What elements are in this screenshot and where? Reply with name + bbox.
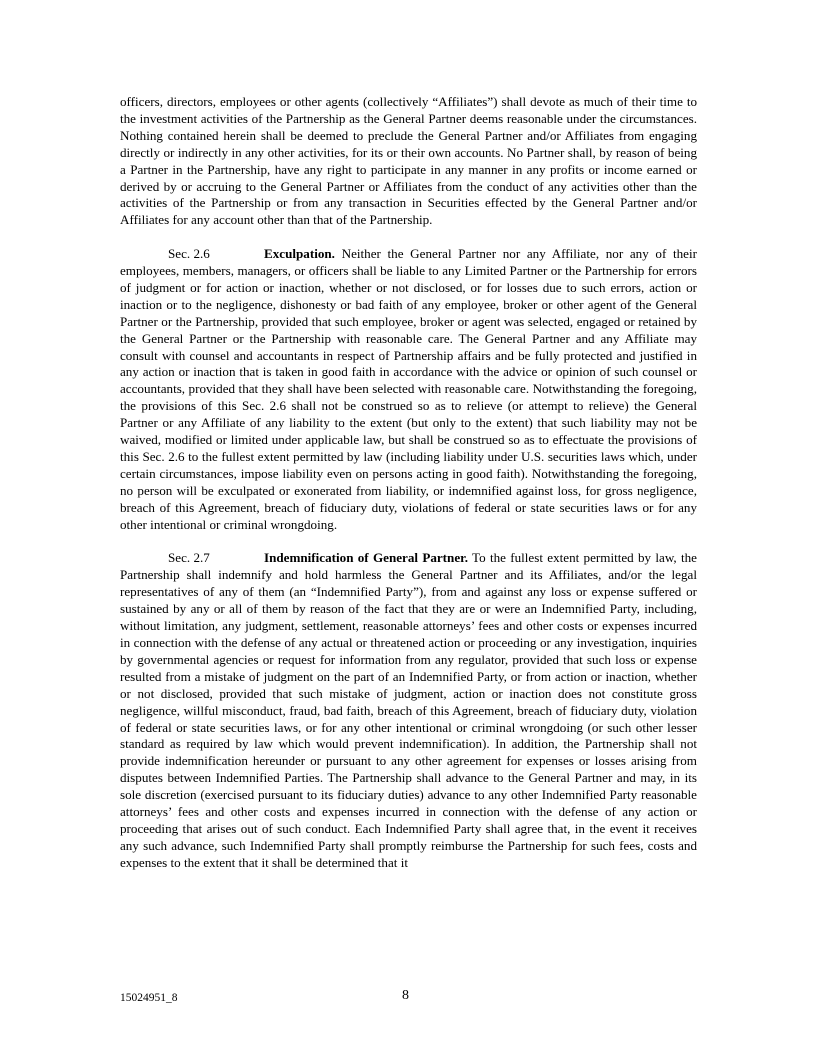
section-body: Neither the General Partner nor any Affiliate, nor any of their employees, members, managers, or officers shall be liable to any Limited Partner or the Partnership for errors of judgment or for action or inaction, whether or not disclosed, or for losses due to such errors, action or inaction or to the negligence, dishonesty or bad faith of any employee, broker or other agent of the General Partner or the Partnership, provided that such employee, broker or agent was selected, engaged or retained by the General Partner or the Partnership with reasonable care. The General Partner and any Affiliate may consult with counsel and accountants in respect of Partnership affairs and be fully protected and justified in any action or inaction that is taken in good faith in accordance with the advice or opinion of such counsel or accountants, provided that they shall have been selected with reasonable care. Notwithstanding the foregoing, the provisions of this Sec. 2.6 shall not be construed so as to relieve (or attempt to relieve) the General Partner or any Affiliate of any liability to the extent (but only to the extent) that such liability may not be waived, modified or limited under applicable law, but shall be construed so as to effectuate the provisions of this Sec. 2.6 to the fullest extent permitted by law (including liability under U.S. securities laws which, under certain circumstances, impose liability even on persons acting in good faith). Notwithstanding the foregoing, no person will be exculpated or exonerated from liability, or indemnified against loss, for gross negligence, breach of this Agreement, breach of fiduciary duty, violations of federal or state securities laws or for any other intentional or criminal wrongdoing. — [120, 246, 697, 532]
paragraph-intro: officers, directors, employees or other agents (collectively “Affiliates”) shall devote as much of their time to the investment activities of the Partnership as the General Partner deems reasonable under the circumstances. Nothing contained herein shall be deemed to preclude the General Partner and/or Affiliates from engaging directly or indirectly in any other activities, for its or their own accounts. No Partner shall, by reason of being a Partner in the Partnership, have any right to participate in any manner in any profits or income earned or derived by or accruing to the General Partner or Affiliates from the conduct of any activities other than the activities of the Partnership or from any transaction in Securities effected by the General Partner and/or Affiliates for any account other than that of the Partnership. — [120, 94, 697, 228]
footer-doc-id: 15024951_8 — [120, 992, 178, 1004]
section-title: Exculpation. — [264, 246, 335, 262]
section-2-7 — [120, 550, 697, 871]
section-2-6 — [120, 246, 697, 533]
section-title: Indemnification of General Partner. — [264, 550, 469, 566]
section-body: To the fullest extent permitted by law, the Partnership shall indemnify and hold harmless the General Partner and its Affiliates, and/or the legal representatives of any of them (an “Indemnified Party”), from and against any loss or expense suffered or sustained by any or all of them by reason of the fact that they are or were an Indemnified Party, including, without limitation, any judgment, settlement, reasonable attorneys’ fees and other costs or expenses incurred in connection with the defense of any actual or threatened action or proceeding or any investigation, inquiries by governmental agencies or request for information from any regulator, provided that such loss or expense resulted from a mistake of judgment on the part of an Indemnified Party, or from action or inaction, whether or not disclosed, provided that such mistake of judgment, action or inaction does not constitute gross negligence, willful misconduct, fraud, bad faith, breach of this Agreement, breach of fiduciary duty, violation of federal or state securities laws, or for any other intentional or criminal wrongdoing (or such other lesser standard as required by law which would prevent indemnification). In addition, the Partnership shall not provide indemnification hereunder or pursuant to any other agreement for expenses or losses arising from disputes between Indemnified Parties. The Partnership shall advance to the General Partner and may, in its sole discretion (exercised pursuant to its fiduciary duties) advance to any other Indemnified Party reasonable attorneys’ fees and other costs and expenses incurred in connection with the defense of any action or proceeding that arises out of such conduct. Each Indemnified Party shall agree that, in the event it receives any such advance, such Indemnified Party shall promptly reimburse the Partnership for such fees, costs and expenses to the extent that it shall be determined that it — [120, 550, 697, 870]
section-number: Sec. 2.6 — [168, 246, 210, 262]
section-number: Sec. 2.7 — [168, 550, 210, 566]
document-page — [120, 94, 697, 889]
footer-page-number: 8 — [402, 988, 409, 1003]
